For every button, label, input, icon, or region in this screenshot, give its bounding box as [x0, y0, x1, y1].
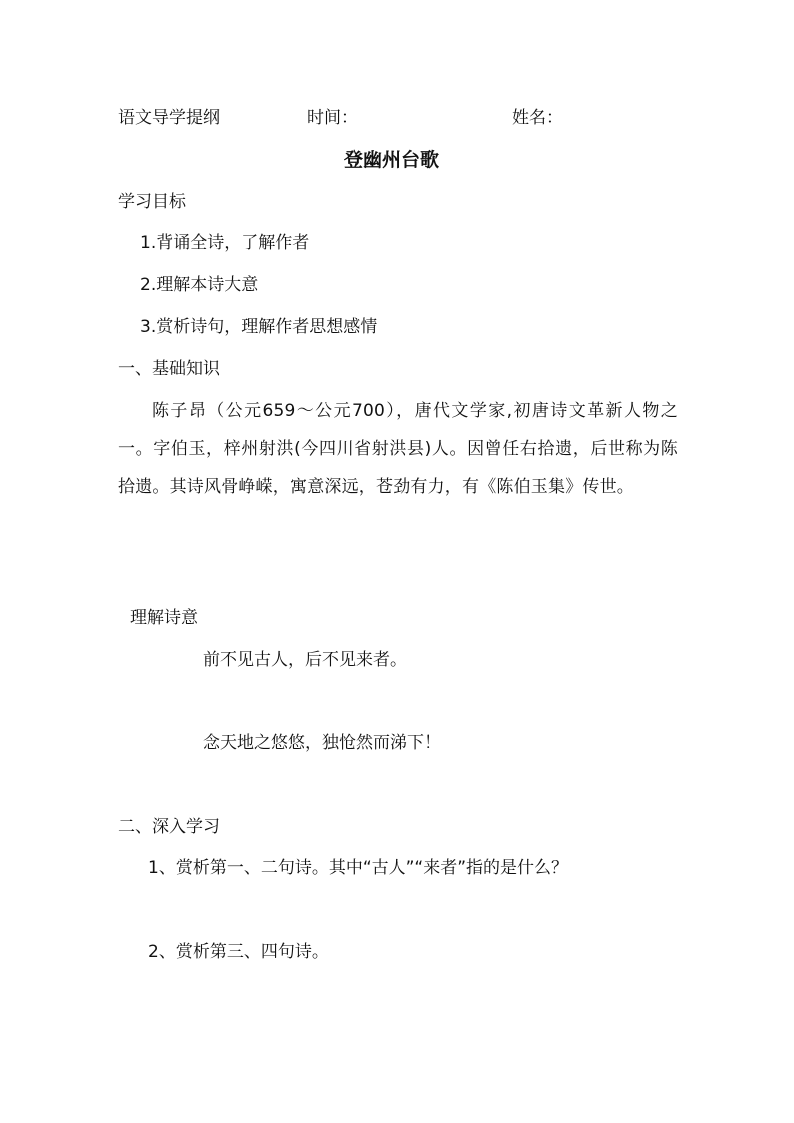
goal-item-3: 3.赏析诗句，理解作者思想感情 [140, 317, 378, 337]
author-paragraph: 陈子昂（公元659～公元700），唐代文学家,初唐诗文革新人物之一。字伯玉，梓州射洪(今四川省射洪县)人。因曾任右拾遗，后世称为陈拾遗。其诗风骨峥嵘，寓意深远，苍劲有力，有《陈伯玉集》传世。 [118, 401, 678, 497]
poem-line-2: 念天地之悠悠，独怆然而涕下！ [203, 733, 441, 753]
header-name-label: 姓名： [512, 108, 563, 128]
document-header [0, 106, 794, 130]
section1-heading: 一、基础知识 [118, 359, 220, 379]
document-title: 登幽州台歌 [344, 149, 440, 171]
header-time-label: 时间： [307, 108, 358, 128]
question-1: 1、赏析第一、二句诗。其中“古人”“来者”指的是什么？ [148, 858, 569, 878]
poem-heading: 理解诗意 [130, 608, 198, 628]
header-subject: 语文导学提纲 [118, 108, 220, 128]
goals-heading: 学习目标 [118, 192, 186, 212]
question-2: 2、赏析第三、四句诗。 [148, 942, 329, 962]
goal-item-2: 2.理解本诗大意 [140, 275, 259, 295]
section2-heading: 二、深入学习 [118, 817, 220, 837]
goal-item-1: 1.背诵全诗，了解作者 [140, 233, 310, 253]
poem-line-1: 前不见古人，后不见来者。 [203, 650, 407, 670]
